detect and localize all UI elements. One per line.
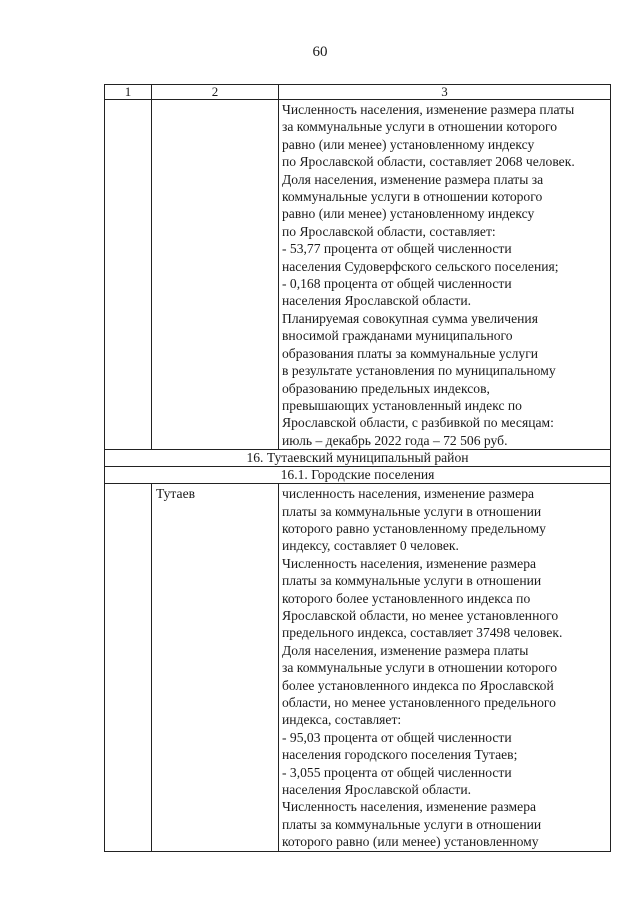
text-line: по Ярославской области, составляет: bbox=[282, 223, 496, 239]
text-line: которого более установленного индекса по bbox=[282, 590, 531, 606]
text-line: платы за коммунальные услуги в отношении bbox=[282, 573, 542, 589]
district-heading: 16. Тутаевский муниципальный район bbox=[105, 450, 611, 467]
text-line: индексу, составляет 0 человек. bbox=[282, 538, 459, 554]
continuation-col2 bbox=[152, 100, 279, 450]
column-header-3: 3 bbox=[279, 85, 611, 100]
text-line: области, но менее установленного предельного bbox=[282, 695, 556, 710]
subheading-row bbox=[105, 467, 611, 484]
continuation-row bbox=[105, 100, 611, 450]
table-header-row bbox=[105, 85, 611, 100]
settlement-name: Тутаев bbox=[156, 486, 196, 502]
text-line: за коммунальные услуги в отношении которого bbox=[282, 119, 558, 135]
text-line: Ярославской области, с разбивкой по месяцам: bbox=[282, 415, 554, 431]
text-line: Ярославской области, но менее установленного bbox=[282, 607, 559, 623]
tutaev-text-cell bbox=[279, 484, 611, 852]
continuation-col1 bbox=[105, 100, 152, 450]
text-line: населения Судоверфского сельского поселения; bbox=[282, 258, 559, 274]
column-header-1: 1 bbox=[105, 85, 152, 100]
text-line: равно (или менее) установленному индексу bbox=[282, 136, 535, 152]
text-line: Численность населения, изменение размера bbox=[282, 799, 537, 815]
settlement-name-cell bbox=[152, 484, 279, 852]
text-line: образования платы за коммунальные услуги bbox=[282, 345, 539, 361]
text-line: - 95,03 процента от общей численности bbox=[282, 729, 512, 745]
text-line: за коммунальные услуги в отношении которого bbox=[282, 660, 558, 676]
district-heading-row bbox=[105, 450, 611, 467]
text-line: которого равно установленному предельному bbox=[282, 520, 546, 536]
text-line: которого равно (или менее) установленному bbox=[282, 834, 539, 850]
tutaev-col1 bbox=[105, 484, 152, 852]
text-line: населения городского поселения Тутаев; bbox=[282, 747, 518, 763]
text-line: индекса, составляет: bbox=[282, 712, 402, 728]
continuation-text-cell bbox=[279, 100, 611, 450]
text-line: июль – декабрь 2022 года – 72 506 руб. bbox=[282, 432, 508, 448]
text-line: населения Ярославской области. bbox=[282, 782, 472, 798]
text-line: платы за коммунальные услуги в отношении bbox=[282, 816, 542, 832]
tutaev-row bbox=[105, 484, 611, 852]
tutaev-text bbox=[279, 484, 610, 851]
text-line: Численность населения, изменение размера bbox=[282, 555, 537, 571]
column-header-2: 2 bbox=[152, 85, 279, 100]
text-line: вносимой гражданами муниципального bbox=[282, 328, 513, 344]
text-line: в результате установления по муниципальному bbox=[282, 363, 556, 379]
text-line: предельного индекса, составляет 37498 человек. bbox=[282, 625, 563, 641]
text-line: образованию предельных индексов, bbox=[282, 380, 490, 396]
text-line: - 3,055 процента от общей численности bbox=[282, 764, 512, 780]
text-line: по Ярославской области, составляет 2068 человек. bbox=[282, 154, 575, 170]
text-line: превышающих установленный индекс по bbox=[282, 397, 522, 413]
indices-table bbox=[104, 84, 611, 852]
text-line: населения Ярославской области. bbox=[282, 293, 472, 309]
text-line: платы за коммунальные услуги в отношении bbox=[282, 503, 542, 519]
settlement-type-heading: 16.1. Городские поселения bbox=[105, 467, 611, 484]
text-line: - 53,77 процента от общей численности bbox=[282, 241, 512, 257]
text-line: Доля населения, изменение размера платы bbox=[282, 642, 529, 658]
text-line: Планируемая совокупная сумма увеличения bbox=[282, 310, 538, 326]
text-line: равно (или менее) установленному индексу bbox=[282, 206, 535, 222]
continuation-text bbox=[279, 100, 610, 449]
text-line: Доля населения, изменение размера платы за bbox=[282, 171, 544, 187]
text-line: более установленного индекса по Ярославской bbox=[282, 677, 554, 693]
text-line: Численность населения, изменение размера платы bbox=[282, 102, 575, 117]
text-line: численность населения, изменение размера bbox=[282, 486, 535, 502]
text-line: коммунальные услуги в отношении которого bbox=[282, 189, 543, 205]
page-number: 60 bbox=[312, 44, 328, 60]
text-line: - 0,168 процента от общей численности bbox=[282, 276, 512, 292]
